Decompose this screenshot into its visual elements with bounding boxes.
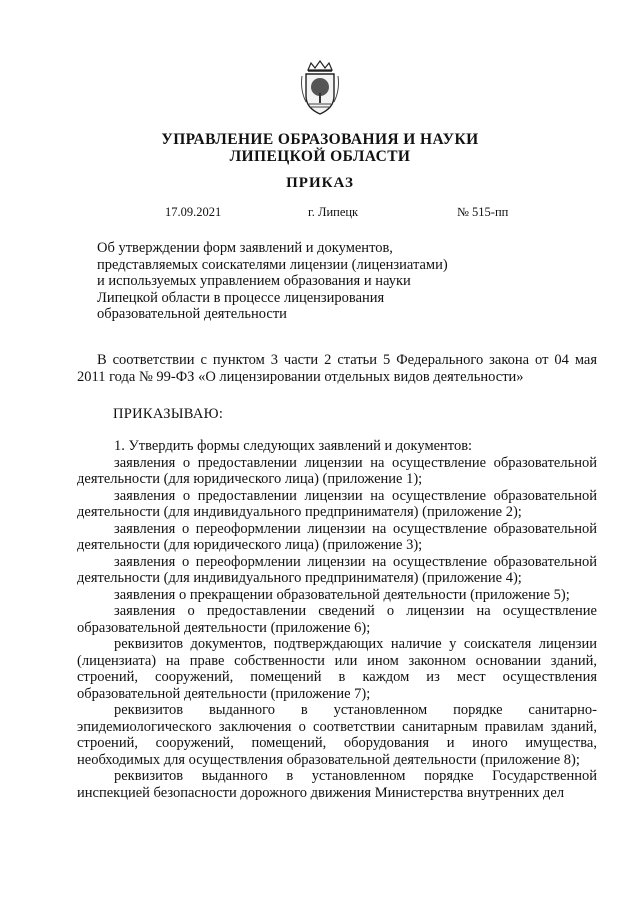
subject-line: образовательной деятельности <box>97 306 287 322</box>
subject-line: Липецкой области в процессе лицензирования <box>97 289 385 306</box>
list-item: реквизитов документов, подтверждающих наличие у соискателя лицензии (лицензиата) на праве собственности или ином законном основании зданий, строений, сооружений, помещений в каждом из мест осуществления образовательной деятельности (приложение 7); <box>77 636 597 702</box>
document-date: 17.09.2021 <box>165 205 222 219</box>
preamble-paragraph: В соответствии с пунктом 3 части 2 статьи 5 Федерального закона от 04 мая 2011 года № 99-ФЗ «О лицензировании отдельных видов деятельности» <box>77 352 597 385</box>
document-subject <box>97 240 527 323</box>
order-items <box>77 438 597 801</box>
coat-of-arms-icon <box>298 60 342 116</box>
subject-line: Об утверждении форм заявлений и документов, <box>97 240 393 256</box>
list-item: заявления о предоставлении лицензии на осуществление образовательной деятельности (для юридического лица) (приложение 1); <box>77 454 597 487</box>
list-item: заявления о переоформлении лицензии на осуществление образовательной деятельности (для индивидуального предпринимателя) (приложение 4); <box>77 553 597 586</box>
org-title-line1: УПРАВЛЕНИЕ ОБРАЗОВАНИЯ И НАУКИ <box>161 131 479 148</box>
document-city: г. Липецк <box>308 205 359 219</box>
list-item: заявления о прекращении образовательной деятельности (приложение 5); <box>114 586 570 603</box>
order-heading: ПРИКАЗЫВАЮ: <box>113 406 224 422</box>
list-item: заявления о предоставлении лицензии на осуществление образовательной деятельности (для индивидуального предпринимателя) (приложение 2); <box>77 487 597 520</box>
document-type: ПРИКАЗ <box>286 175 354 191</box>
list-item: 1. Утвердить формы следующих заявлений и документов: <box>114 438 473 454</box>
list-item: реквизитов выданного в установленном порядке санитарно-эпидемиологического заключения о соответствии санитарным правилам зданий, строений, сооружений, помещений, оборудования и иного имущества, необходимых для осуществления образовательной деятельности (приложение 8); <box>77 702 597 768</box>
list-item: реквизитов выданного в установленном порядке Государственной инспекцией безопасности дорожного движения Министерства внутренних дел <box>77 768 597 801</box>
subject-line: и используемых управлением образования и науки <box>97 273 411 289</box>
org-title-line2: ЛИПЕЦКОЙ ОБЛАСТИ <box>229 148 411 165</box>
subject-line: представляемых соискателями лицензии (лицензиатами) <box>97 256 448 273</box>
list-item: заявления о переоформлении лицензии на осуществление образовательной деятельности (для юридического лица) (приложение 3); <box>77 520 597 553</box>
document-number: № 515-пп <box>457 205 509 219</box>
list-item: заявления о предоставлении сведений о лицензии на осуществление образовательной деятельности (приложение 6); <box>77 603 597 636</box>
